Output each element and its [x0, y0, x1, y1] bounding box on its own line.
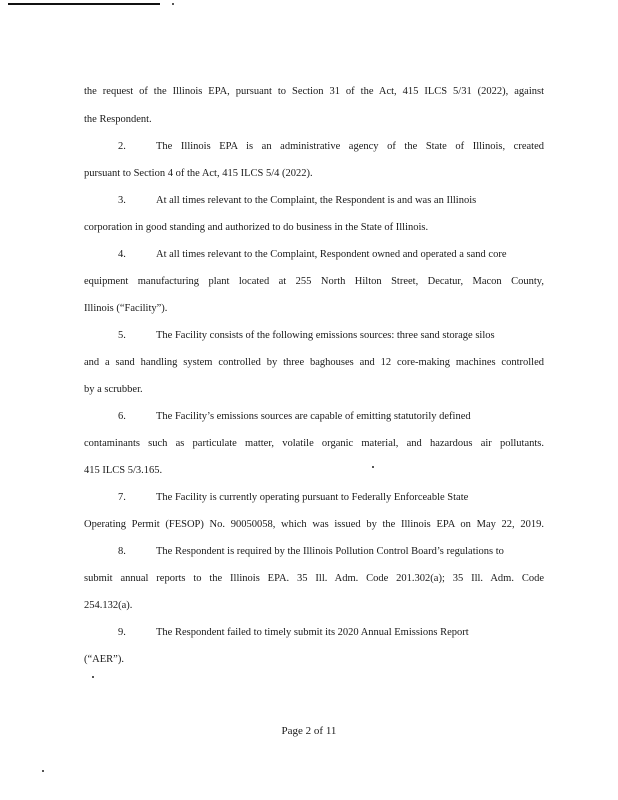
paragraph-4-line-2: equipment manufacturing plant located at 255 North Hilton Street, Decatur, Macon County, — [84, 276, 544, 287]
paragraph-5-line-2: and a sand handling system controlled by three baghouses and 12 core-making machines controlled — [84, 357, 544, 368]
paragraph-6-line-3: 415 ILCS 5/3.165. — [84, 465, 163, 476]
paragraph-6-line-2: contaminants such as particulate matter, volatile organic material, and hazardous air pollutants. — [84, 438, 544, 449]
paragraph-4-line-1 — [84, 248, 544, 261]
paragraph-5-line-1 — [84, 329, 544, 342]
paragraph-9-line-2: (“AER”). — [84, 654, 124, 665]
paragraph-3-line-1 — [84, 194, 544, 207]
paragraph-8-line-3: 254.132(a). — [84, 600, 133, 611]
paragraph-text: The Respondent is required by the Illinois Pollution Control Board’s regulations to — [156, 546, 504, 557]
paragraph-8-line-2: submit annual reports to the Illinois EPA. 35 Ill. Adm. Code 201.302(a); 35 Ill. Adm. Code — [84, 573, 544, 584]
paragraph-number: 2. — [118, 141, 126, 152]
paragraph-5-line-3: by a scrubber. — [84, 384, 143, 395]
paragraph-number: 4. — [118, 249, 126, 260]
paragraph-number: 6. — [118, 411, 126, 422]
paragraph-4-line-3: Illinois (“Facility”). — [84, 303, 168, 314]
paragraph-7-line-1 — [84, 491, 544, 504]
paragraph-number: 7. — [118, 492, 126, 503]
paragraph-text: At all times relevant to the Complaint, the Respondent is and was an Illinois — [156, 195, 477, 206]
scan-speck — [92, 676, 94, 678]
paragraph-1-line-2: the Respondent. — [84, 114, 152, 125]
paragraph-8-line-1 — [84, 545, 544, 558]
paragraph-text: The Respondent failed to timely submit its 2020 Annual Emissions Report — [156, 627, 469, 638]
paragraph-number: 5. — [118, 330, 126, 341]
paragraph-number: 9. — [118, 627, 126, 638]
page-number-footer: Page 2 of 11 — [281, 725, 337, 737]
paragraph-text: At all times relevant to the Complaint, Respondent owned and operated a sand core — [156, 249, 507, 260]
paragraph-9-line-1 — [84, 626, 544, 639]
paragraph-text: The Facility is currently operating pursuant to Federally Enforceable State — [156, 492, 469, 503]
paragraph-6-line-1 — [84, 410, 544, 423]
paragraph-number: 3. — [118, 195, 126, 206]
scan-speck — [42, 770, 44, 772]
paragraph-2-line-1 — [84, 140, 544, 153]
paragraph-7-line-2: Operating Permit (FESOP) No. 90050058, which was issued by the Illinois EPA on May 22, 2019. — [84, 519, 544, 530]
paragraph-3-line-2: corporation in good standing and authorized to do business in the State of Illinois. — [84, 222, 429, 233]
paragraph-text: The Facility’s emissions sources are capable of emitting statutorily defined — [156, 411, 471, 422]
paragraph-text: The Facility consists of the following emissions sources: three sand storage silos — [156, 330, 495, 341]
paragraph-number: 8. — [118, 546, 126, 557]
paragraph-2-line-2: pursuant to Section 4 of the Act, 415 ILCS 5/4 (2022). — [84, 168, 313, 179]
paragraph-text: The Illinois EPA is an administrative agency of the State of Illinois, created — [156, 141, 544, 152]
paragraph-1-line-1: the request of the Illinois EPA, pursuant to Section 31 of the Act, 415 ILCS 5/31 (2022), against — [84, 86, 544, 97]
scan-speck — [172, 3, 174, 5]
scan-artifact-line — [8, 3, 160, 5]
